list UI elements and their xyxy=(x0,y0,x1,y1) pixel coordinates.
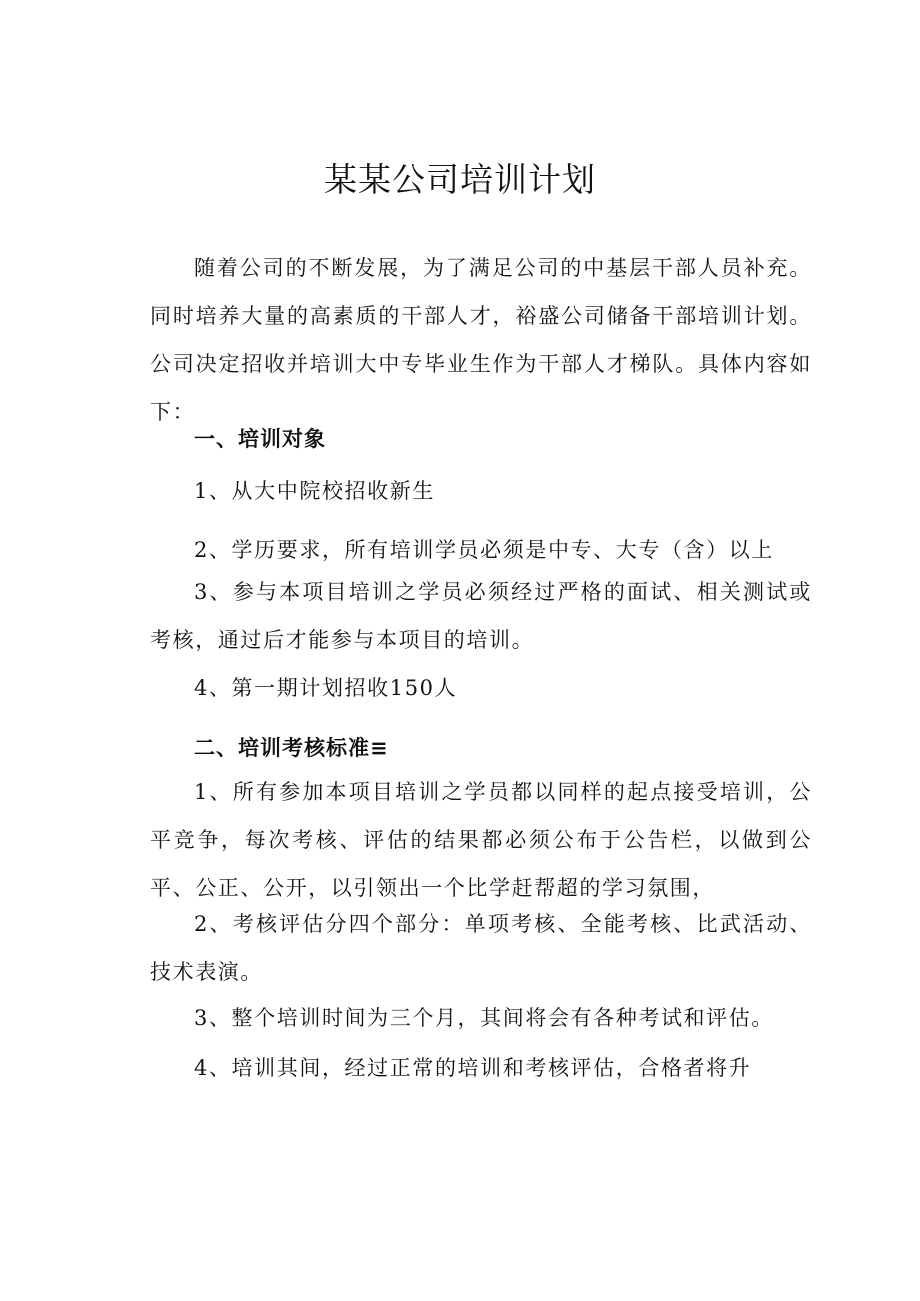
list-item: 3、参与本项目培训之学员必须经过严格的面试、相关测试或考核，通过后才能参与本项目的培训。 xyxy=(150,580,812,652)
list-item: 3、整个培训时间为三个月，其间将会有各种考试和评估。 xyxy=(194,1006,774,1030)
document-title: 某某公司培训计划 xyxy=(324,160,596,199)
intro-paragraph: 随着公司的不断发展，为了满足公司的中基层干部人员补充。同时培养大量的高素质的干部人才，裕盛公司储备干部培训计划。公司决定招收并培训大中专毕业生作为干部人才梯队。具体内容如下： xyxy=(150,256,812,424)
list-item: 1、从大中院校招收新生 xyxy=(194,479,435,503)
list-item: 4、培训其间，经过正常的培训和考核评估，合格者将升 xyxy=(194,1056,752,1080)
list-item: 2、考核评估分四个部分：单项考核、全能考核、比武活动、技术表演。 xyxy=(150,912,812,984)
list-item: 4、第一期计划招收150人 xyxy=(194,676,458,700)
section-heading-training-targets: 一、培训对象 xyxy=(194,427,326,451)
section-heading-assessment-standards: 二、培训考核标准≡ xyxy=(194,736,389,760)
list-item: 2、学历要求，所有培训学员必须是中专、大专（含）以上 xyxy=(194,538,774,562)
list-item: 1、所有参加本项目培训之学员都以同样的起点接受培训，公平竞争，每次考核、评估的结果都必须公布于公告栏，以做到公平、公正、公开，以引领出一个比学赶帮超的学习氛围， xyxy=(150,780,812,900)
